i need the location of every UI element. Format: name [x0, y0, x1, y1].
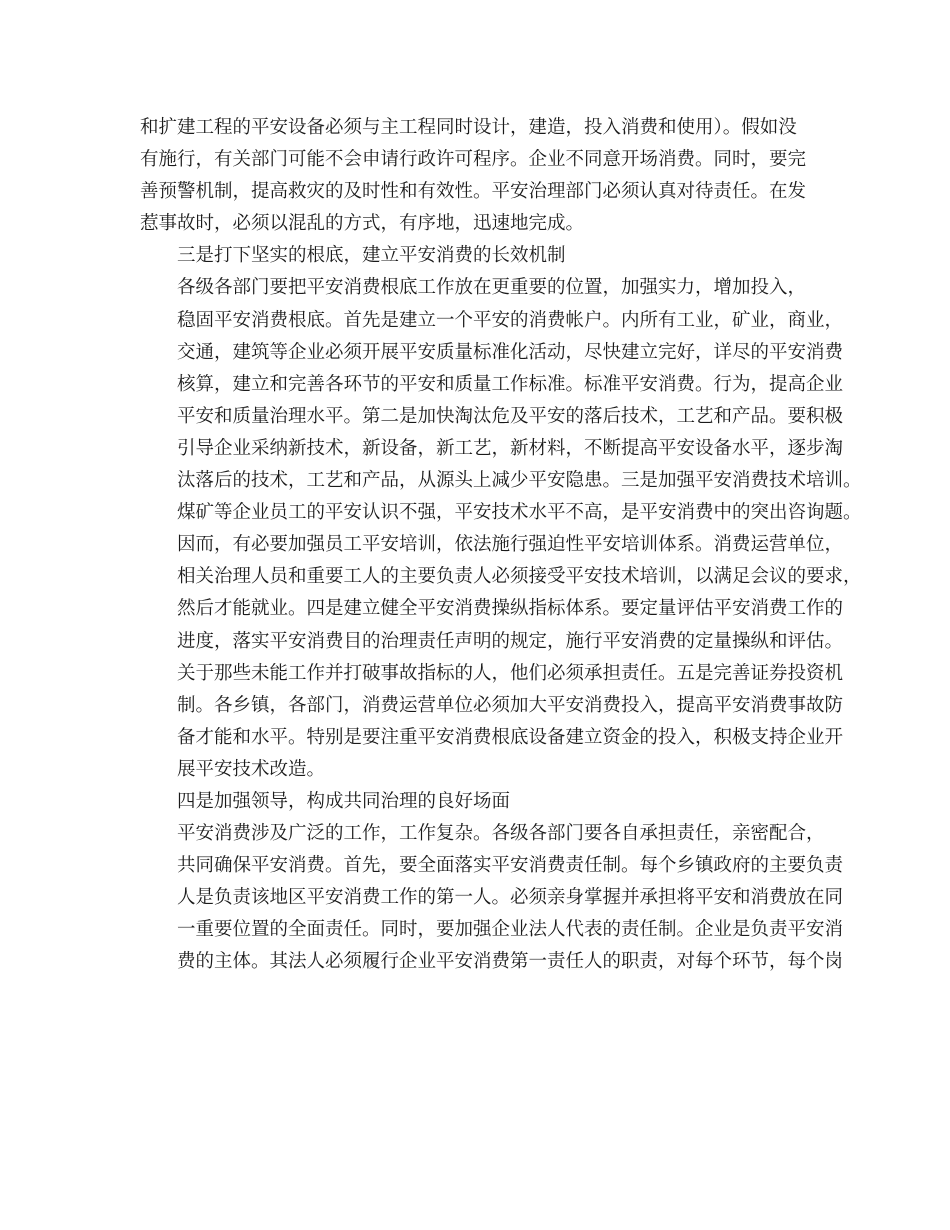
text-line: 平安和质量治理水平。第二是加快淘汰危及平安的落后技术，工艺和产品。要积极: [177, 405, 844, 427]
text-line: 善预警机制，提高救灾的及时性和有效性。平安治理部门必须认真对待责任。在发: [140, 181, 807, 203]
paragraph: [140, 240, 820, 272]
text-line: 备才能和水平。特别是要注重平安消费根底设备建立资金的投入，积极支持企业开: [177, 726, 844, 748]
text-line: 进度，落实平安消费目的治理责任声明的规定，施行平安消费的定量操纵和评估。: [177, 630, 844, 652]
text-line: 煤矿等企业员工的平安认识不强，平安技术水平不高，是平安消费中的突出咨询题。: [177, 502, 862, 524]
text-line: 平安消费涉及广泛的工作，工作复杂。各级各部门要各自承担责任，亲密配合，: [177, 823, 825, 845]
text-line: 核算，建立和完善各环节的平安和质量工作标准。标准平安消费。行为，提高企业: [177, 373, 844, 395]
text-line: 共同确保平安消费。首先，要全面落实平安消费责任制。每个乡镇政府的主要负责: [177, 855, 844, 877]
text-line: 引导企业采纳新技术，新设备，新工艺，新材料，不断提高平安设备水平，逐步淘: [177, 437, 844, 459]
text-line: 交通，建筑等企业必须开展平安质量标准化活动，尽快建立完好，详尽的平安消费: [177, 341, 844, 363]
text-line: 稳固平安消费根底。首先是建立一个平安的消费帐户。内所有工业，矿业，商业，: [177, 309, 844, 331]
text-line: 各级各部门要把平安消费根底工作放在更重要的位置，加强实力，增加投入，: [177, 277, 807, 299]
text-line: 汰落后的技术，工艺和产品，从源头上减少平安隐患。三是加强平安消费技术培训。: [177, 470, 862, 492]
text-line: 有施行，有关部门可能不会申请行政许可程序。企业不同意开场消费。同时，要完: [140, 149, 807, 171]
text-line: 和扩建工程的平安设备必须与主工程同时设计，建造，投入消费和使用）。假如没: [140, 117, 797, 138]
text-line: 费的主体。其法人必须履行企业平安消费第一责任人的职责，对每个环节，每个岗: [177, 951, 844, 973]
paragraph: [140, 112, 820, 240]
text-line: 惹事故时，必须以混乱的方式，有序地，迅速地完成。: [140, 213, 585, 235]
text-line: 人是负责该地区平安消费工作的第一人。必须亲身掌握并承担将平安和消费放在同: [177, 887, 844, 909]
text-line: 一重要位置的全面责任。同时，要加强企业法人代表的责任制。企业是负责平安消: [177, 919, 844, 941]
paragraph: [140, 818, 844, 978]
text-line: 制。各乡镇，各部门，消费运营单位必须加大平安消费投入，提高平安消费事故防: [177, 694, 844, 716]
paragraph: [140, 272, 862, 786]
text-line: 四是加强领导，构成共同治理的良好场面: [177, 790, 511, 812]
text-line: 然后才能就业。四是建立健全平安消费操纵指标体系。要定量评估平安消费工作的: [177, 598, 844, 620]
text-line: 因而，有必要加强员工平安培训，依法施行强迫性平安培训体系。消费运营单位，: [177, 534, 844, 556]
text-line: 展平安技术改造。: [177, 758, 326, 780]
paragraph: [140, 786, 820, 818]
text-line: 关于那些未能工作并打破事故指标的人，他们必须承担责任。五是完善证券投资机: [177, 662, 844, 684]
text-line: 三是打下坚实的根底，建立平安消费的长效机制: [177, 245, 566, 267]
text-line: 相关治理人员和重要工人的主要负责人必须接受平安技术培训，以满足会议的要求，: [177, 566, 862, 588]
document-page: [140, 112, 862, 979]
